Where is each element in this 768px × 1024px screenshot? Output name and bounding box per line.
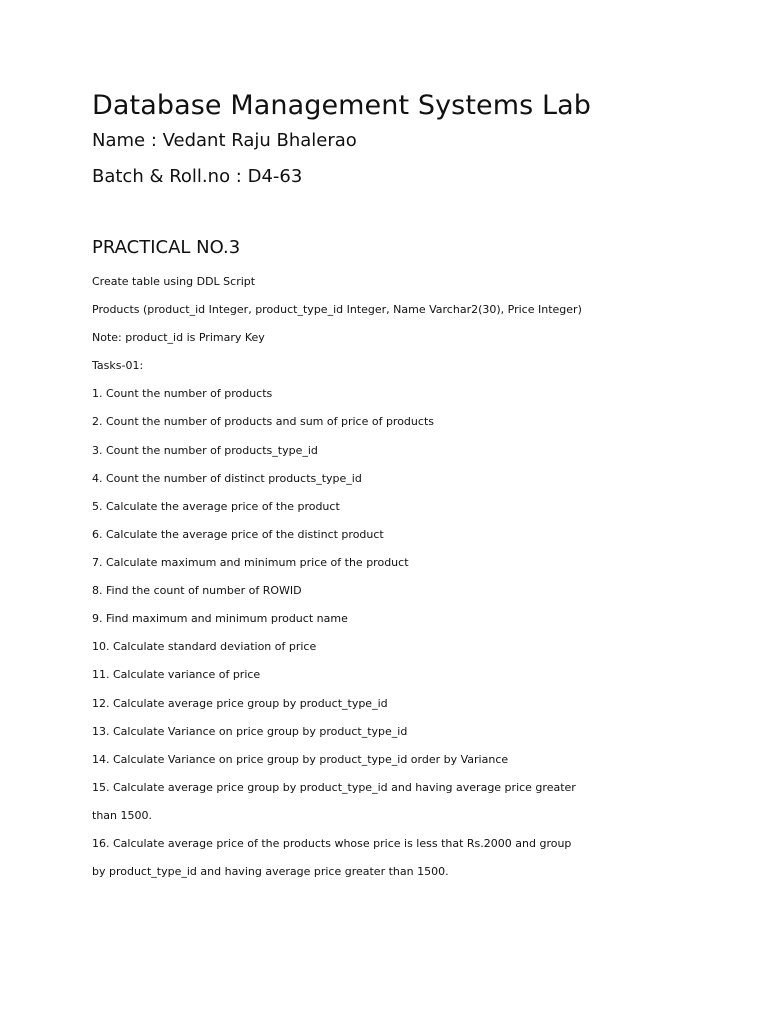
task-item-continuation: by product_type_id and having average price greater than 1500.: [92, 865, 449, 878]
body-line: Tasks-01:: [92, 359, 144, 372]
task-item: 14. Calculate Variance on price group by product_type_id order by Variance: [92, 753, 509, 766]
task-item: 6. Calculate the average price of the distinct product: [92, 528, 384, 541]
task-item: 11. Calculate variance of price: [92, 668, 261, 681]
task-item: 15. Calculate average price group by product_type_id and having average price greater: [92, 781, 576, 794]
document-title: Database Management Systems Lab: [92, 90, 592, 121]
task-item: 13. Calculate Variance on price group by product_type_id: [92, 725, 408, 738]
batch-roll-number: Batch & Roll.no : D4-63: [92, 166, 303, 187]
practical-heading: PRACTICAL NO.3: [92, 237, 241, 258]
task-item: 4. Count the number of distinct products_type_id: [92, 472, 362, 485]
task-item: 7. Calculate maximum and minimum price of the product: [92, 556, 409, 569]
task-item: 12. Calculate average price group by product_type_id: [92, 697, 388, 710]
task-item: 5. Calculate the average price of the product: [92, 500, 340, 513]
task-item: 1. Count the number of products: [92, 387, 273, 400]
task-item: 8. Find the count of number of ROWID: [92, 584, 302, 597]
task-item: 9. Find maximum and minimum product name: [92, 612, 348, 625]
task-item-continuation: than 1500.: [92, 809, 152, 822]
body-line: Note: product_id is Primary Key: [92, 331, 265, 344]
task-item: 2. Count the number of products and sum of price of products: [92, 415, 434, 428]
body-line: Create table using DDL Script: [92, 275, 256, 288]
student-name: Name : Vedant Raju Bhalerao: [92, 130, 357, 151]
body-line: Products (product_id Integer, product_type_id Integer, Name Varchar2(30), Price Integer): [92, 303, 582, 316]
task-item: 10. Calculate standard deviation of price: [92, 640, 317, 653]
task-item: 16. Calculate average price of the products whose price is less that Rs.2000 and group: [92, 837, 572, 850]
task-item: 3. Count the number of products_type_id: [92, 444, 318, 457]
